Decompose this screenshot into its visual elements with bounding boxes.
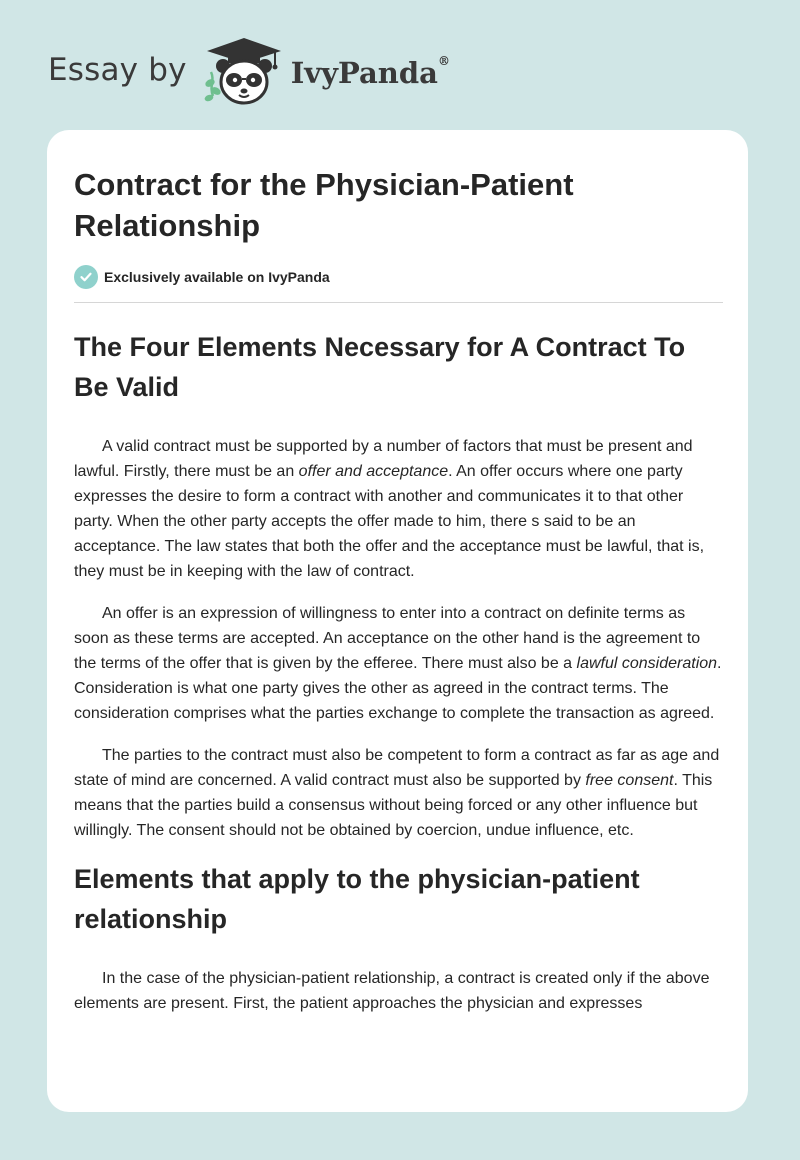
badge-label: Exclusively available on IvyPanda xyxy=(104,269,330,285)
article-content xyxy=(74,130,723,1016)
paragraph: A valid contract must be supported by a number of factors that must be present and lawful. Firstly, there must be an offer and acceptance. An offer occurs where one party expresses the desire to form a contract with another and communicates it to that other party. When the other party accepts the offer made to him, there s said to be an acceptance. The law states that both the offer and the acceptance must be lawful, that is, they must be in keeping with the law of contract. xyxy=(74,438,705,580)
emphasis-term: free consent xyxy=(585,772,674,789)
page-title: Contract for the Physician-Patient Relationship xyxy=(74,167,574,243)
checkmark-icon xyxy=(74,265,98,289)
paragraph: In the case of the physician-patient relationship, a contract is created only if the above elements are present. First, the patient approaches the physician and expresses xyxy=(74,970,710,1012)
divider xyxy=(74,302,723,303)
brand-name[interactable]: IvyPanda® xyxy=(290,54,450,90)
paragraph: The parties to the contract must also be competent to form a contract as far as age and state of mind are concerned. A valid contract must also be supported by free consent. This means that the parties build a consensus without being forced or any other influence but willingly. The consent should not be obtained by coercion, undue influence, etc. xyxy=(74,747,720,839)
section-heading: The Four Elements Necessary for A Contract To Be Valid xyxy=(74,332,686,402)
paragraph: An offer is an expression of willingness to enter into a contract on definite terms as soon as these terms are accepted. An acceptance on the other hand is the agreement to the terms of the offer that is given by the efferee. There must also be a lawful consideration. Consideration is what one party gives the other as agreed in the contract terms. The consideration comprises what the parties exchange to complete the transaction as agreed. xyxy=(74,605,722,722)
panda-graduate-icon xyxy=(201,36,287,108)
section-heading: Elements that apply to the physician-patient relationship xyxy=(74,864,640,934)
emphasis-term: lawful consideration xyxy=(576,655,718,672)
essay-by-label: Essay by xyxy=(48,52,187,88)
article-card xyxy=(47,130,748,1112)
exclusive-badge xyxy=(74,264,723,290)
site-header xyxy=(48,36,450,108)
registered-mark: ® xyxy=(437,54,450,68)
emphasis-term: offer and acceptance xyxy=(298,463,449,480)
